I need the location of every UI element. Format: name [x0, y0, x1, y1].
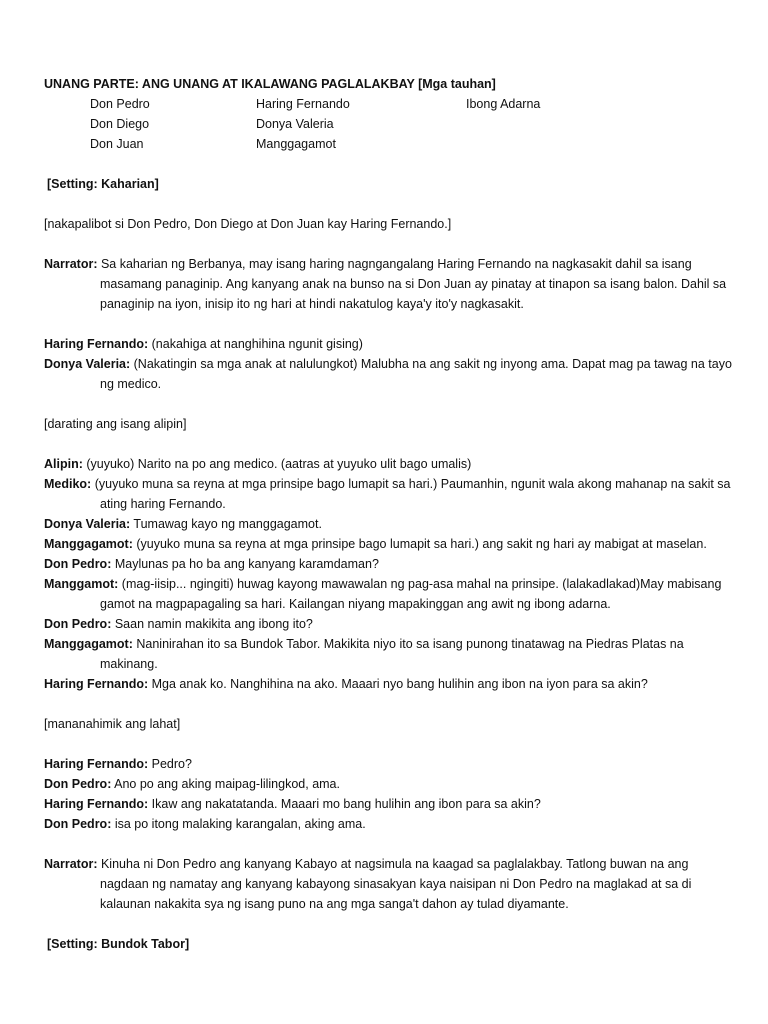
dialogue-text: Maylunas pa ho ba ang kanyang karamdaman?	[111, 557, 379, 571]
dialogue-text: (mag-iisip... ngingiti) huwag kayong mawawalan ng pag-asa mahal na prinsipe. (lalakadlakad)May mabisang gamot na magpapagaling sa hari. Kailangan niyang mapakinggan ang awit ng ibong adarna.	[100, 577, 722, 611]
speaker-name: Manggamot:	[44, 577, 119, 591]
speaker-name: Haring Fernando:	[44, 337, 149, 351]
speaker-name: Don Pedro:	[44, 777, 112, 791]
speaker-name: Alipin:	[44, 457, 83, 471]
dialogue-text: Pedro?	[148, 757, 192, 771]
speaker-name: Don Pedro:	[44, 617, 112, 631]
dialogue-line	[44, 674, 734, 694]
speaker-name: Manggagamot:	[44, 637, 133, 651]
cast-list	[90, 94, 734, 154]
cast-name	[466, 134, 666, 154]
dialogue-block	[44, 754, 734, 834]
dialogue-line	[44, 754, 734, 774]
dialogue-text: Mga anak ko. Nanghihina na ako. Maaari nyo bang hulihin ang ibon na iyon para sa akin?	[148, 677, 648, 691]
speaker-name: Narrator:	[44, 257, 98, 271]
dialogue-text: Kinuha ni Don Pedro ang kanyang Kabayo at nagsimula na kaagad sa paglalakbay. Tatlong buwan na ang nagdaan ng namatay ang kanyang kabayong sinasakyan kaya naisipan ni Don Pedro na maglakad at sa di kalaunan nakakita sya ng isang puno na ang mga sanga't dahon ay tulad diyamante.	[97, 857, 692, 911]
document-title: UNANG PARTE: ANG UNANG AT IKALAWANG PAGLALAKBAY [Mga tauhan]	[44, 77, 496, 91]
dialogue-text: Ikaw ang nakatatanda. Maaari mo bang hulihin ang ibon para sa akin?	[148, 797, 541, 811]
dialogue-text: Sa kaharian ng Berbanya, may isang haring nagngangalang Haring Fernando na nagkasakit dahil sa isang masamang panaginip. Ang kanyang anak na bunso na si Don Juan ay pinatay at tinapon sa isang balon. Dahil sa panaginip na iyon, inisip ito ng hari at hindi nakatulog kaya'y ito'y nagkasakit.	[97, 257, 727, 311]
dialogue-text: (yuyuko muna sa reyna at mga prinsipe bago lumapit sa hari.) Paumanhin, ngunit wala akong mahanap na sakit sa ating haring Fernando.	[91, 477, 731, 511]
dialogue-text: Saan namin makikita ang ibong ito?	[111, 617, 313, 631]
dialogue-line	[44, 614, 734, 634]
stage-direction: [nakapalibot si Don Pedro, Don Diego at Don Juan kay Haring Fernando.]	[44, 217, 452, 231]
cast-name: Haring Fernando	[256, 97, 350, 111]
dialogue-line	[44, 474, 734, 514]
cast-name: Don Juan	[90, 137, 144, 151]
speaker-name: Donya Valeria:	[44, 517, 131, 531]
dialogue-line	[44, 814, 734, 834]
dialogue-text: isa po itong malaking karangalan, aking ama.	[111, 817, 366, 831]
cast-name: Ibong Adarna	[466, 97, 541, 111]
dialogue-line	[44, 774, 734, 794]
speaker-name: Haring Fernando:	[44, 757, 149, 771]
script-content	[44, 74, 734, 954]
cast-name: Don Diego	[90, 117, 150, 131]
dialogue-text: (yuyuko) Narito na po ang medico. (aatras at yuyuko ulit bago umalis)	[82, 457, 472, 471]
speaker-name: Don Pedro:	[44, 817, 112, 831]
dialogue-line	[44, 634, 734, 674]
dialogue-text: (Nakatingin sa mga anak at nalulungkot) Malubha na ang sakit ng inyong ama. Dapat mag pa tawag na tayo ng medico.	[100, 357, 732, 391]
dialogue-line	[44, 794, 734, 814]
dialogue-line	[44, 854, 734, 914]
cast-name	[466, 114, 666, 134]
speaker-name: Haring Fernando:	[44, 797, 149, 811]
dialogue-line	[44, 454, 734, 474]
cast-name: Manggagamot	[256, 137, 336, 151]
dialogue-line	[44, 354, 734, 394]
dialogue-text: Ano po ang aking maipag-lilingkod, ama.	[111, 777, 340, 791]
speaker-name: Manggagamot:	[44, 537, 133, 551]
dialogue-line	[44, 334, 734, 354]
cast-name: Don Pedro	[90, 97, 150, 111]
dialogue-block	[44, 854, 734, 914]
setting-heading: [Setting: Kaharian]	[47, 177, 159, 191]
stage-direction: [mananahimik ang lahat]	[44, 717, 181, 731]
cast-name: Donya Valeria	[256, 117, 334, 131]
dialogue-line	[44, 534, 734, 554]
speaker-name: Don Pedro:	[44, 557, 112, 571]
dialogue-text: Tumawag kayo ng manggagamot.	[130, 517, 322, 531]
setting-heading: [Setting: Bundok Tabor]	[47, 937, 190, 951]
dialogue-line	[44, 514, 734, 534]
dialogue-text: (nakahiga at nanghihina ngunit gising)	[148, 337, 363, 351]
dialogue-block	[44, 454, 734, 694]
dialogue-line	[44, 574, 734, 614]
speaker-name: Haring Fernando:	[44, 677, 149, 691]
speaker-name: Narrator:	[44, 857, 98, 871]
dialogue-text: (yuyuko muna sa reyna at mga prinsipe bago lumapit sa hari.) ang sakit ng hari ay mabigat at maselan.	[132, 537, 707, 551]
dialogue-line	[44, 554, 734, 574]
dialogue-block	[44, 334, 734, 394]
dialogue-block	[44, 254, 734, 314]
dialogue-text: Naninirahan ito sa Bundok Tabor. Makikita niyo ito sa isang punong tinatawag na Piedras Platas na makinang.	[100, 637, 684, 671]
dialogue-line	[44, 254, 734, 314]
speaker-name: Donya Valeria:	[44, 357, 131, 371]
speaker-name: Mediko:	[44, 477, 92, 491]
stage-direction: [darating ang isang alipin]	[44, 417, 187, 431]
